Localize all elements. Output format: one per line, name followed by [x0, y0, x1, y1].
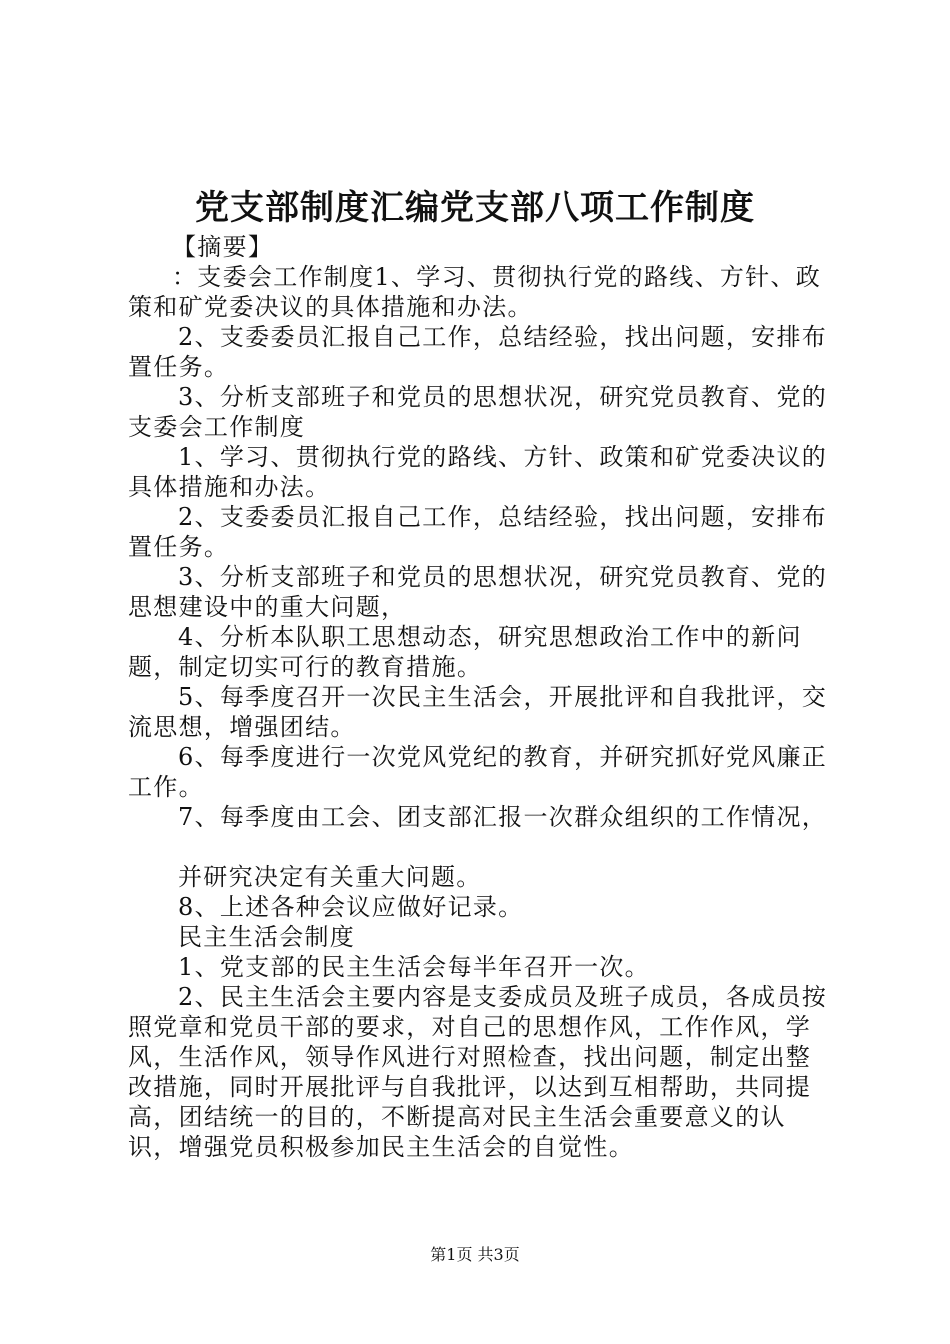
body-paragraph: 2、支委委员汇报自己工作，总结经验，找出问题，安排布置任务。	[128, 503, 828, 561]
abstract-heading: 【摘要】	[172, 233, 274, 261]
body-paragraph: 3、分析支部班子和党员的思想状况，研究党员教育、党的思想建设中的重大问题，	[128, 563, 828, 621]
paragraph-spacer	[128, 832, 832, 862]
body-paragraph: 3、分析支部班子和党员的思想状况，研究党员教育、党的支委会工作制度	[128, 383, 828, 441]
body-paragraph: 并研究决定有关重大问题。	[178, 863, 482, 891]
document-title: 党支部制度汇编党支部八项工作制度	[195, 188, 755, 228]
abstract-paragraph: ：支委会工作制度1、学习、贯彻执行党的路线、方针、政策和矿党委决议的具体措施和办法。	[128, 263, 822, 321]
body-paragraph: 6、每季度进行一次党风党纪的教育，并研究抓好党风廉正工作。	[128, 743, 828, 801]
body-paragraph: 2、民主生活会主要内容是支委成员及班子成员，各成员按照党章和党员干部的要求，对自己的思想作风，工作作风，学风，生活作风，领导作风进行对照检查，找出问题，制定出整改措施，同时开展批评与自我批评，以达到互相帮助，共同提高，团结统一的目的，不断提高对民主生活会重要意义的认识，增强党员积极参加民主生活会的自觉性。	[128, 983, 828, 1161]
body-paragraph: 1、党支部的民主生活会每半年召开一次。	[178, 953, 650, 981]
section-heading: 民主生活会制度	[178, 923, 356, 951]
body-paragraph: 5、每季度召开一次民主生活会，开展批评和自我批评，交流思想，增强团结。	[128, 683, 828, 741]
body-paragraph: 2、支委委员汇报自己工作，总结经验，找出问题，安排布置任务。	[128, 323, 828, 381]
document-body	[128, 232, 832, 1162]
body-paragraph: 8、上述各种会议应做好记录。	[178, 893, 524, 921]
body-paragraph: 1、学习、贯彻执行党的路线、方针、政策和矿党委决议的具体措施和办法。	[128, 443, 828, 501]
body-paragraph: 4、分析本队职工思想动态，研究思想政治工作中的新问题，制定切实可行的教育措施。	[128, 623, 802, 681]
page-footer: 第1页 共3页	[430, 1245, 520, 1264]
body-paragraph: 7、每季度由工会、团支部汇报一次群众组织的工作情况，	[178, 803, 828, 831]
